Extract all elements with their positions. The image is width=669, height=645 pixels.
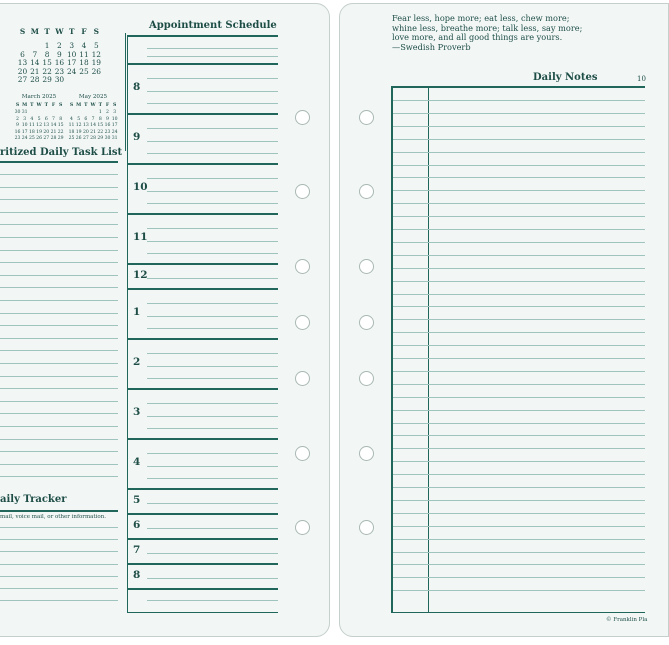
mini-calendar-day: 28 bbox=[90, 136, 97, 141]
calendar-day: 21 bbox=[30, 66, 40, 76]
binder-hole bbox=[295, 110, 310, 125]
daily-notes-title: Daily Notes bbox=[533, 72, 598, 83]
appointment-hour-line bbox=[127, 538, 278, 540]
appointment-hour-label: 7 bbox=[133, 543, 141, 556]
calendar-day: 24 bbox=[66, 66, 77, 76]
calendar-weekday-header: F bbox=[81, 27, 87, 36]
mini-calendar-day: 21 bbox=[90, 129, 97, 135]
appointment-rule bbox=[127, 35, 278, 37]
binder-hole bbox=[295, 259, 310, 274]
task-line bbox=[0, 300, 118, 301]
mini-calendar-day: 23 bbox=[104, 129, 111, 135]
mini-calendar-day: 2 bbox=[16, 116, 19, 122]
notes-line bbox=[393, 113, 645, 114]
appointment-hour-line bbox=[127, 563, 278, 565]
appointment-half-line bbox=[147, 56, 278, 57]
task-line bbox=[0, 325, 118, 326]
mini-calendar-header: M bbox=[76, 103, 82, 108]
task-line bbox=[0, 426, 118, 427]
mini-calendar-day: 9 bbox=[106, 116, 109, 122]
task-line bbox=[0, 187, 118, 188]
notes-line bbox=[393, 423, 645, 424]
appointment-half-line bbox=[147, 278, 278, 279]
task-line bbox=[0, 350, 118, 351]
mini-calendar-header: M bbox=[22, 103, 28, 108]
appointment-hour-label: 9 bbox=[133, 131, 141, 143]
appointment-title: Appointment Schedule bbox=[149, 20, 277, 31]
tracker-line bbox=[0, 551, 118, 552]
mini-calendar-day: 27 bbox=[43, 136, 50, 141]
appointment-half-line bbox=[147, 403, 278, 404]
notes-line bbox=[393, 358, 645, 359]
binder-hole bbox=[295, 446, 310, 461]
tracker-line bbox=[0, 539, 118, 540]
mini-calendar-day: 22 bbox=[57, 129, 64, 135]
calendar-weekday-header: W bbox=[55, 27, 64, 36]
mini-calendar-header: T bbox=[44, 103, 48, 108]
appointment-hour-label: 8 bbox=[133, 568, 141, 581]
notes-line bbox=[393, 268, 645, 269]
appointment-half-line bbox=[147, 153, 278, 154]
mini-calendar-day: 22 bbox=[97, 129, 104, 135]
appointment-half-line bbox=[147, 600, 278, 601]
calendar-divider bbox=[125, 33, 126, 151]
mini-calendar-day: 10 bbox=[111, 116, 118, 122]
appointment-half-line bbox=[147, 416, 278, 417]
appointment-hour-line bbox=[127, 63, 278, 65]
notes-line bbox=[393, 255, 645, 256]
binder-hole bbox=[359, 446, 374, 461]
mini-calendar-day: 6 bbox=[44, 116, 48, 122]
binder-hole bbox=[295, 371, 310, 386]
mini-calendar-day: 23 bbox=[14, 136, 21, 141]
appointment-hour-label: 1 bbox=[133, 306, 141, 318]
mini-calendar-header: T bbox=[30, 103, 34, 108]
mini-calendar-header: W bbox=[36, 103, 42, 108]
tracker-line bbox=[0, 588, 118, 589]
task-line bbox=[0, 388, 118, 389]
mini-calendar-day: 19 bbox=[75, 129, 82, 135]
mini-calendar-day: 11 bbox=[28, 123, 35, 128]
calendar-weekday-header: M bbox=[30, 27, 39, 36]
mini-calendar-day: 12 bbox=[75, 123, 82, 128]
task-line bbox=[0, 451, 118, 452]
notes-line bbox=[393, 577, 645, 578]
appointment-hour-line bbox=[127, 612, 278, 613]
calendar-day: 25 bbox=[79, 66, 89, 76]
mini-calendar-header: T bbox=[98, 103, 102, 108]
appointment-hour-line bbox=[127, 438, 278, 440]
notes-line bbox=[393, 190, 645, 191]
calendar-weekday-header: T bbox=[68, 27, 75, 36]
task-line bbox=[0, 338, 118, 339]
mini-calendar-day: 18 bbox=[68, 129, 75, 135]
appointment-half-line bbox=[147, 353, 278, 354]
mini-calendar-day: 21 bbox=[50, 129, 57, 135]
mini-calendar-day: 20 bbox=[82, 129, 89, 135]
mini-calendar-day: 24 bbox=[111, 129, 118, 135]
mini-calendar-day: 30 bbox=[104, 136, 111, 141]
notes-line bbox=[393, 177, 645, 178]
appointment-half-line bbox=[147, 328, 278, 329]
mini-calendar-day: 5 bbox=[37, 116, 41, 122]
calendar-day: 18 bbox=[79, 58, 89, 67]
mini-calendar-day: 14 bbox=[50, 123, 57, 128]
notes-line bbox=[393, 371, 645, 372]
quote-line: love more, and all good things are yours. bbox=[392, 32, 563, 43]
task-line bbox=[0, 212, 118, 213]
appointment-half-line bbox=[147, 578, 278, 579]
appointment-time-column bbox=[127, 35, 128, 613]
appointment-half-line bbox=[147, 303, 278, 304]
mini-calendar-day: 15 bbox=[97, 123, 104, 128]
calendar-weekday-header: S bbox=[19, 27, 26, 36]
appointment-half-line bbox=[147, 428, 278, 429]
calendar-day: 4 bbox=[81, 41, 87, 50]
task-line bbox=[0, 413, 118, 414]
appointment-hour-label: 5 bbox=[133, 493, 141, 506]
appointment-half-line bbox=[147, 141, 278, 142]
notes-line bbox=[393, 384, 645, 385]
mini-calendar-day: 20 bbox=[43, 129, 50, 135]
appointment-half-line bbox=[147, 203, 278, 204]
appointment-hour-line bbox=[127, 163, 278, 165]
tracker-line bbox=[0, 576, 118, 577]
mini-calendar-header: F bbox=[51, 103, 56, 108]
daily-notes-rule bbox=[391, 86, 645, 88]
calendar-day: 19 bbox=[91, 58, 101, 67]
task-line bbox=[0, 439, 118, 440]
calendar-day: 30 bbox=[54, 75, 65, 84]
appointment-half-line bbox=[147, 48, 278, 49]
task-line bbox=[0, 464, 118, 465]
binder-hole bbox=[359, 315, 374, 330]
notes-line bbox=[393, 345, 645, 346]
appointment-hour-label: 6 bbox=[133, 518, 141, 531]
mini-calendar-day: 25 bbox=[68, 136, 75, 141]
mini-calendar-day: 18 bbox=[28, 129, 35, 135]
notes-line bbox=[393, 229, 645, 230]
task-line bbox=[0, 376, 118, 377]
task-line bbox=[0, 237, 118, 238]
appointment-half-line bbox=[147, 78, 278, 79]
mini-calendar-day: 15 bbox=[57, 123, 64, 128]
calendar-day: 28 bbox=[30, 75, 40, 84]
mini-calendar-day: 30 bbox=[14, 110, 21, 115]
calendar-day: 12 bbox=[91, 49, 101, 59]
calendar-day: 1 bbox=[44, 41, 50, 50]
copyright-text: © Franklin Pla bbox=[606, 617, 648, 623]
calendar-day: 26 bbox=[91, 66, 101, 76]
mini-calendar-day: 2 bbox=[106, 110, 109, 115]
notes-margin-line bbox=[428, 88, 429, 613]
appointment-half-line bbox=[147, 191, 278, 192]
mini-calendar-day: 14 bbox=[90, 123, 97, 128]
calendar-day: 16 bbox=[54, 58, 65, 67]
notes-line bbox=[393, 281, 645, 282]
notes-line bbox=[393, 552, 645, 553]
mini-calendar-day: 26 bbox=[36, 136, 43, 141]
notes-line bbox=[393, 306, 645, 307]
notes-line bbox=[393, 448, 645, 449]
appointment-hour-line bbox=[127, 288, 278, 290]
notes-line bbox=[393, 294, 645, 295]
task-list-title: ritized Daily Task List bbox=[0, 147, 123, 158]
notes-line bbox=[393, 139, 645, 140]
task-line bbox=[0, 262, 118, 263]
mini-calendar-day: 4 bbox=[70, 116, 73, 122]
mini-calendar-day: 28 bbox=[50, 136, 57, 141]
appointment-hour-label: 11 bbox=[133, 231, 148, 243]
calendar-day: 2 bbox=[57, 41, 62, 50]
calendar-day: 29 bbox=[42, 75, 52, 84]
mini-calendar-header: S bbox=[69, 103, 74, 108]
mini-calendar-day: 6 bbox=[84, 116, 88, 122]
mini-calendar-header: S bbox=[15, 103, 20, 108]
notes-line bbox=[393, 165, 645, 166]
notes-bottom-rule bbox=[391, 612, 645, 613]
calendar-day: 3 bbox=[69, 41, 75, 50]
appointment-hour-line bbox=[127, 338, 278, 340]
calendar-day: 14 bbox=[30, 58, 40, 67]
quote-line: whine less, breathe more; talk less, say more; bbox=[392, 22, 583, 33]
appointment-half-line bbox=[147, 241, 278, 242]
appointment-half-line bbox=[147, 91, 278, 92]
task-line bbox=[0, 476, 118, 477]
mini-calendar-day: 13 bbox=[82, 123, 89, 128]
mini-calendar-day: 26 bbox=[75, 136, 82, 141]
notes-line bbox=[393, 435, 645, 436]
mini-calendar-day: 24 bbox=[21, 136, 28, 141]
mini-calendar-day: 8 bbox=[98, 116, 102, 122]
notes-line bbox=[393, 564, 645, 565]
task-line bbox=[0, 174, 118, 175]
appointment-half-line bbox=[147, 228, 278, 229]
notes-line bbox=[393, 203, 645, 204]
mini-calendar-day: 16 bbox=[14, 129, 21, 135]
mini-calendar-day: 7 bbox=[91, 116, 95, 122]
binder-hole bbox=[359, 184, 374, 199]
notes-line bbox=[393, 539, 645, 540]
mini-calendar-day: 16 bbox=[104, 123, 111, 128]
mini-calendar-day: 3 bbox=[113, 110, 117, 115]
appointment-hour-line bbox=[127, 513, 278, 515]
task-line bbox=[0, 401, 118, 402]
calendar-day: 10 bbox=[66, 49, 77, 59]
tracker-title: aily Tracker bbox=[0, 494, 67, 505]
task-line bbox=[0, 287, 118, 288]
calendar-day: 27 bbox=[17, 75, 28, 84]
binder-hole bbox=[359, 371, 374, 386]
mini-calendar-day: 4 bbox=[30, 116, 34, 122]
mini-calendar-day: 9 bbox=[16, 123, 19, 128]
mini-calendar-day: 17 bbox=[21, 129, 28, 135]
page-number: 10 bbox=[637, 75, 646, 83]
calendar-day: 8 bbox=[44, 49, 50, 59]
mini-calendar-header: S bbox=[113, 103, 117, 108]
appointment-half-line bbox=[147, 553, 278, 554]
mini-calendar-day: 29 bbox=[97, 136, 104, 141]
mini-calendar-day: 12 bbox=[36, 123, 43, 128]
task-line bbox=[0, 199, 118, 200]
appointment-half-line bbox=[147, 378, 278, 379]
task-line bbox=[0, 250, 118, 251]
appointment-half-line bbox=[147, 128, 278, 129]
notes-line bbox=[393, 100, 645, 101]
appointment-hour-label: 8 bbox=[133, 81, 141, 93]
calendar-day: 23 bbox=[54, 66, 65, 76]
appointment-half-line bbox=[147, 528, 278, 529]
appointment-half-line bbox=[147, 466, 278, 467]
appointment-hour-line bbox=[127, 263, 278, 265]
mini-calendar-day: 31 bbox=[21, 110, 28, 115]
appointment-half-line bbox=[147, 503, 278, 504]
task-line bbox=[0, 313, 118, 314]
appointment-hour-label: 4 bbox=[133, 456, 141, 468]
mini-calendar-day: 29 bbox=[57, 136, 64, 141]
appointment-hour-label: 12 bbox=[133, 268, 148, 281]
notes-line bbox=[393, 474, 645, 475]
mini-calendar-header: S bbox=[59, 103, 63, 108]
appointment-hour-line bbox=[127, 113, 278, 115]
appointment-hour-label: 10 bbox=[133, 181, 148, 193]
mini-calendar-day: 3 bbox=[23, 116, 27, 122]
binder-hole bbox=[295, 520, 310, 535]
mini-calendar-day: 25 bbox=[28, 136, 35, 141]
appointment-half-line bbox=[147, 453, 278, 454]
mini-calendar-day: 19 bbox=[36, 129, 43, 135]
notes-line bbox=[393, 126, 645, 127]
notes-line bbox=[393, 487, 645, 488]
mini-calendar-day: 27 bbox=[82, 136, 89, 141]
notes-line bbox=[393, 410, 645, 411]
appointment-hour-line bbox=[127, 588, 278, 590]
tracker-line bbox=[0, 564, 118, 565]
appointment-hour-label: 2 bbox=[133, 356, 141, 368]
calendar-day: 15 bbox=[42, 58, 52, 67]
calendar-day: 13 bbox=[17, 58, 28, 67]
binder-hole bbox=[359, 110, 374, 125]
binder-hole bbox=[359, 259, 374, 274]
tracker-rule bbox=[0, 510, 118, 512]
mini-calendar-day: 1 bbox=[98, 110, 102, 115]
calendar-weekday-header: T bbox=[44, 27, 50, 36]
task-list-rule bbox=[0, 161, 118, 163]
next-month-title: May 2025 bbox=[78, 94, 108, 100]
appointment-hour-label: 3 bbox=[133, 406, 141, 418]
appointment-half-line bbox=[147, 253, 278, 254]
mini-calendar-day: 8 bbox=[59, 116, 63, 122]
mini-calendar-header: F bbox=[105, 103, 110, 108]
calendar-weekday-header: S bbox=[93, 27, 99, 36]
mini-calendar-day: 7 bbox=[52, 116, 55, 122]
notes-line bbox=[393, 242, 645, 243]
mini-calendar-day: 31 bbox=[111, 136, 118, 141]
appointment-half-line bbox=[147, 478, 278, 479]
notes-line bbox=[393, 500, 645, 501]
calendar-day: 7 bbox=[32, 49, 38, 59]
quote-attribution: —Swedish Proverb bbox=[392, 42, 471, 53]
binder-hole bbox=[359, 520, 374, 535]
daily-quote bbox=[392, 14, 582, 53]
notes-line bbox=[393, 526, 645, 527]
quote-line: Fear less, hope more; eat less, chew more; bbox=[392, 13, 570, 23]
mini-calendar-header: W bbox=[90, 103, 96, 108]
tracker-line bbox=[0, 600, 118, 601]
mini-calendar-day: 5 bbox=[77, 116, 81, 122]
notes-line bbox=[393, 397, 645, 398]
notes-line bbox=[393, 461, 645, 462]
notes-line bbox=[393, 216, 645, 217]
mini-calendar-header: T bbox=[84, 103, 88, 108]
notes-line bbox=[393, 332, 645, 333]
binder-hole bbox=[295, 315, 310, 330]
tracker-subtitle: mail, voice mail, or other information. bbox=[0, 514, 107, 520]
calendar-day: 17 bbox=[66, 58, 77, 67]
mini-calendar-day: 10 bbox=[21, 123, 28, 128]
calendar-day: 6 bbox=[20, 49, 25, 59]
task-line bbox=[0, 275, 118, 276]
mini-calendar-day: 13 bbox=[43, 123, 50, 128]
calendar-day: 20 bbox=[17, 66, 28, 76]
calendar-day: 11 bbox=[79, 49, 89, 59]
prev-month-title: March 2025 bbox=[21, 94, 57, 100]
calendar-day: 22 bbox=[42, 66, 52, 76]
calendar-day: 9 bbox=[57, 49, 62, 59]
appointment-hour-line bbox=[127, 488, 278, 490]
task-line bbox=[0, 363, 118, 364]
appointment-hour-line bbox=[127, 213, 278, 215]
notes-line bbox=[393, 319, 645, 320]
mini-calendar-day: 17 bbox=[111, 123, 118, 128]
notes-line bbox=[393, 152, 645, 153]
notes-line bbox=[393, 513, 645, 514]
mini-calendar-day: 11 bbox=[68, 123, 75, 128]
tracker-line bbox=[0, 527, 118, 528]
calendar-day: 5 bbox=[93, 41, 99, 50]
binder-hole bbox=[295, 184, 310, 199]
task-line bbox=[0, 224, 118, 225]
appointment-half-line bbox=[147, 316, 278, 317]
appointment-half-line bbox=[147, 103, 278, 104]
notes-line bbox=[393, 590, 645, 591]
appointment-hour-line bbox=[127, 388, 278, 390]
appointment-half-line bbox=[147, 366, 278, 367]
appointment-half-line bbox=[147, 178, 278, 179]
